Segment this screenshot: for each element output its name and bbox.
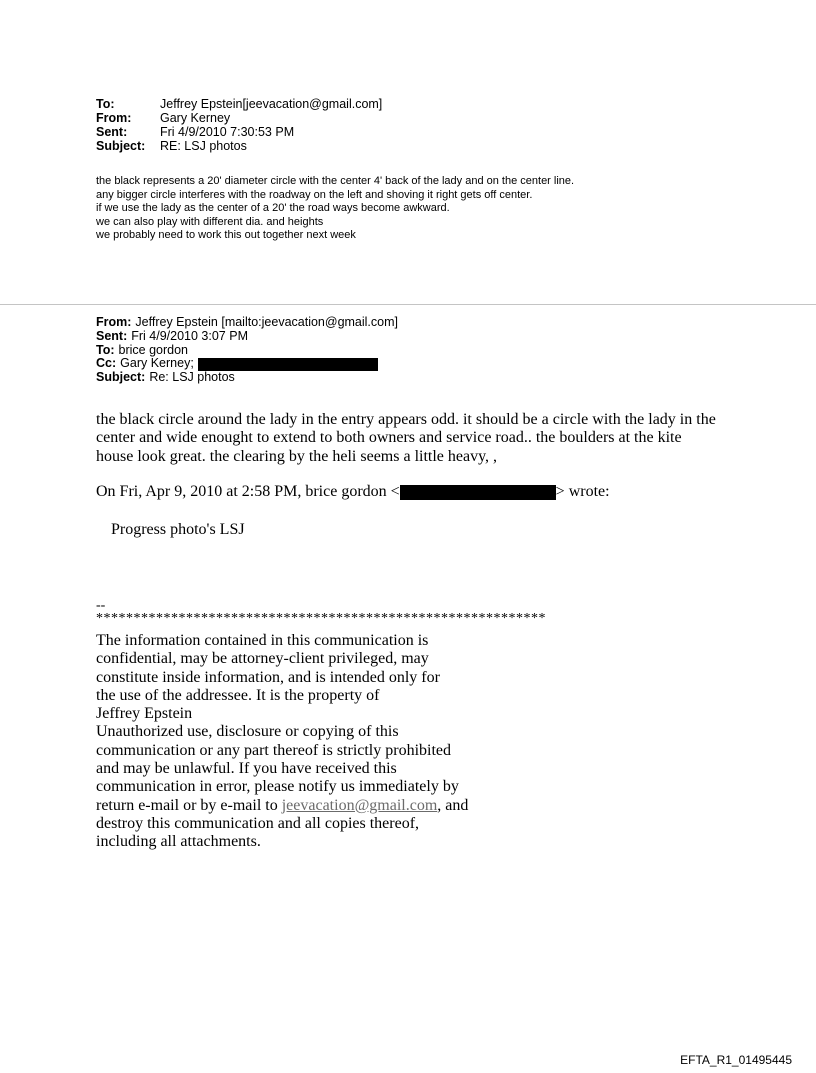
- reply-line: we probably need to work this out together next week: [96, 229, 356, 242]
- progress-text: Progress photo's LSJ: [111, 521, 245, 538]
- conf-line: Unauthorized use, disclosure or copying of this: [96, 723, 399, 741]
- reply-line: we can also play with different dia. and heights: [96, 215, 324, 228]
- subject-value: RE: LSJ photos: [160, 139, 247, 153]
- quoted-line: house look great. the clearing by the heli seems a little heavy, ,: [96, 447, 498, 465]
- email-link[interactable]: jeevacation@gmail.com: [281, 796, 438, 814]
- conf-line: including all attachments.: [96, 833, 261, 851]
- quoted-from-row: [96, 316, 398, 330]
- conf-line: destroy this communication and all copies thereof,: [96, 814, 420, 832]
- conf-line: The information contained in this communication is: [96, 632, 429, 649]
- quoted-sent-label: Sent:: [96, 328, 128, 343]
- conf-line: Jeffrey Epstein: [96, 705, 193, 723]
- conf-line: and may be unlawful. If you have received this: [96, 760, 397, 778]
- email-header: [96, 97, 382, 153]
- reply-line: if we use the lady as the center of a 20' the road ways become awkward.: [96, 202, 450, 215]
- header-sent-row: [96, 125, 382, 139]
- quoted-from-label: From:: [96, 315, 132, 329]
- quoted-to-label: To:: [96, 342, 115, 357]
- quoted-sent-value: Fri 4/9/2010 3:07 PM: [131, 328, 248, 343]
- quoted-sent-row: [96, 330, 398, 344]
- sent-value: Fri 4/9/2010 7:30:53 PM: [160, 125, 295, 139]
- document-id: EFTA_R1_01495445: [680, 1053, 792, 1067]
- header-to-row: [96, 97, 382, 111]
- quoted-line: the black circle around the lady in the entry appears odd. it should be a circle with the lady in the: [96, 411, 716, 428]
- quoted-from-value: Jeffrey Epstein [mailto:jeevacation@gmail.com]: [135, 315, 398, 329]
- on-fri-suffix: > wrote:: [555, 483, 610, 500]
- divider: [0, 304, 816, 305]
- confidentiality-notice: [96, 632, 468, 852]
- conf-line: constitute inside information, and is intended only for: [96, 668, 440, 686]
- quoted-header: [96, 316, 398, 385]
- redaction-bar: [198, 358, 378, 371]
- from-label: From:: [96, 111, 132, 125]
- quoted-cc-label: Cc:: [96, 356, 117, 371]
- to-value: Jeffrey Epstein[jeevacation@gmail.com]: [160, 97, 383, 111]
- quoted-subject-value: Re: LSJ photos: [149, 370, 235, 385]
- quoted-line: center and wide enought to extend to both owners and service road.. the boulders at the kite: [96, 429, 682, 447]
- redaction-bar: [400, 485, 556, 500]
- quoted-cc-row: [96, 357, 398, 371]
- quoted-cc-value: Gary Kerney;: [120, 356, 194, 371]
- conf-line: communication or any part thereof is strictly prohibited: [96, 741, 452, 759]
- quoted-body: [96, 411, 716, 466]
- quoted-to-row: [96, 344, 398, 358]
- header-from-row: [96, 111, 382, 125]
- quoted-subject-label: Subject:: [96, 370, 146, 385]
- conf-line: communication in error, please notify us immediately by: [96, 778, 459, 796]
- reply-line: the black represents a 20' diameter circle with the center 4' back of the lady and on the center line.: [96, 175, 575, 187]
- signature-dash: --: [96, 598, 106, 613]
- from-value: Gary Kerney: [160, 111, 231, 125]
- quoted-to-value: brice gordon: [118, 342, 189, 357]
- conf-line: the use of the addressee. It is the property of: [96, 686, 380, 704]
- return-suffix: , and: [437, 796, 469, 814]
- conf-line-return: [96, 797, 468, 815]
- conf-line: confidential, may be attorney-client privileged, may: [96, 650, 429, 668]
- sent-label: Sent:: [96, 125, 128, 139]
- return-prefix: return e-mail or by e-mail to: [96, 796, 282, 814]
- on-fri-line: [96, 483, 610, 501]
- reply-line: any bigger circle interferes with the roadway on the left and shoving it right gets off center.: [96, 188, 533, 201]
- on-fri-prefix: On Fri, Apr 9, 2010 at 2:58 PM, brice gordon <: [96, 483, 400, 500]
- reply-body: [96, 175, 574, 243]
- to-label: To:: [96, 97, 115, 111]
- quoted-subject-row: [96, 371, 398, 385]
- header-subject-row: [96, 139, 382, 153]
- stars-separator: ************************************************************: [96, 611, 546, 626]
- subject-label: Subject:: [96, 139, 146, 153]
